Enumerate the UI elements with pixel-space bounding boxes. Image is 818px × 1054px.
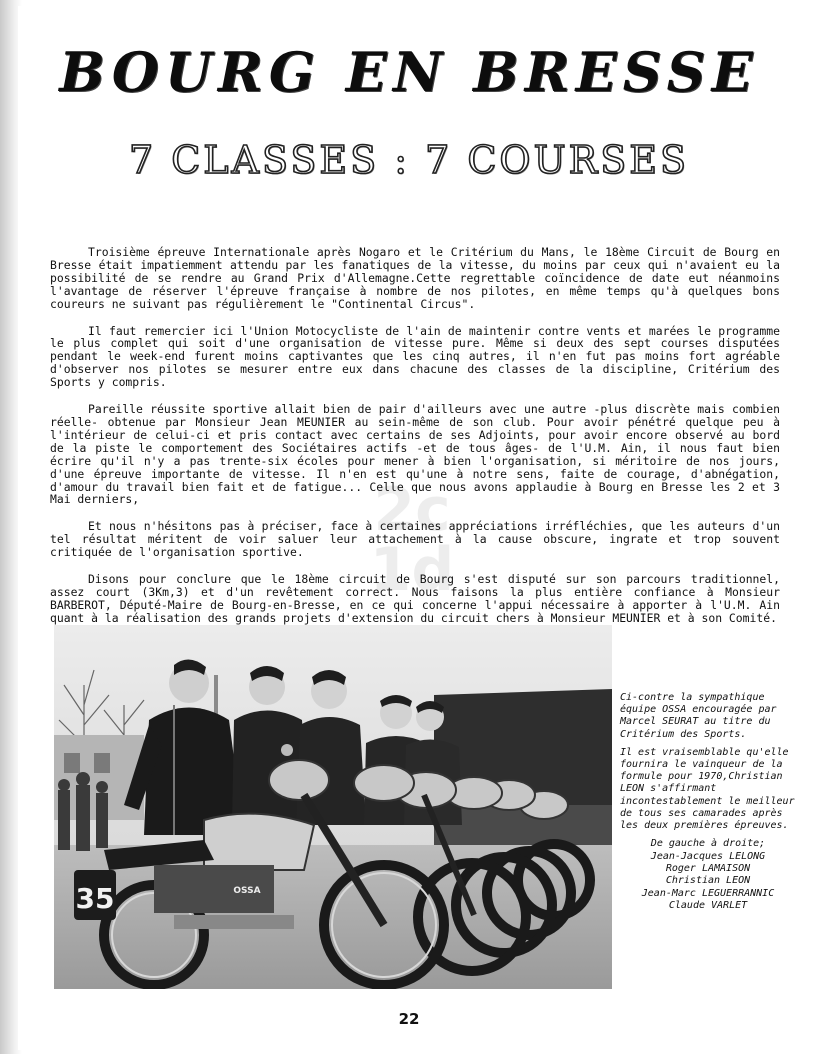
spectators: [58, 772, 108, 851]
caption-name: Jean-Marc LEGUERRANNIC: [641, 887, 775, 899]
caption-name: Jean-Jacques LELONG: [650, 850, 766, 862]
paragraph: Et nous n'hésitons pas à préciser, face à certaines appréciations irréfléchies, que les auteurs d'un tel résultat méritent de voir saluer leur attachement à la cause obscure, ingrate et trop souvent critiquée de l'organisation sportive.: [50, 519, 780, 560]
team-photo: [54, 625, 612, 989]
photo-caption: [620, 692, 796, 913]
paragraph: Pareille réussite sportive allait bien de pair d'ailleurs avec une autre -plus discrète mais combien réelle- obtenue par Monsieur Jean MEUNIER au sein-même de son club. Pour avoir pénétré quelque peu à l'intérieur de celui-ci et pris contact avec certains de ses Adjoints, pour avoir encore observé au bord de la piste le comportement des Sociétaires actifs -et de tous âges- de l'U.M. Ain, il nous faut bien écrire qu'il n'y a pas trente-six écoles pour mener à bien l'organisation, si méritoire de nos jours, d'une épreuve importante de vitesse. Il n'en est qu'une à notre sens, faite de courage, d'abnégation, d'amour du travail bien fait et de fatigue... Celle que nous avons applaudie à Bourg en Bresse les 2 et 3 Mai derniers,: [50, 402, 780, 507]
caption-paragraph: Il est vraisemblable qu'elle fournira le vainqueur de la formule pour 1970,Christian LEON s'affirmant incontestablement le meilleur de tous ses camarades après les deux premières épreuves.: [620, 746, 795, 832]
page-subtitle: 7 CLASSES : 7 COURSES: [128, 138, 690, 182]
paragraph: Disons pour conclure que le 18ème circuit de Bourg s'est disputé sur son parcours traditionnel, assez court (3Km,3) et d'un revêtement correct. Nous faisons la plus entière confiance à Monsieur BARBEROT, Député-Maire de Bourg-en-Bresse, en ce qui concerne l'appui nécessaire à apporter à l'U.M. Ain quant à la réalisation des grands projets d'extension du circuit chers à Monsieur MEUNIER et à son Comité.: [50, 572, 780, 625]
caption-paragraph: Ci-contre la sympathique équipe OSSA encouragée par Marcel SEURAT au titre du Critérium des Sports.: [620, 692, 777, 740]
caption-names: [620, 838, 796, 912]
caption-name: Christian LEON: [665, 875, 751, 887]
watermark-logo: 2c 1d: [369, 475, 455, 605]
bike-brand-label: OSSA: [233, 886, 261, 896]
caption-names-intro: De gauche à droite;: [650, 838, 766, 850]
caption-name: Claude VARLET: [668, 900, 748, 912]
page-number: 22: [398, 1010, 420, 1028]
caption-name: Roger LAMAISON: [665, 863, 751, 875]
page-title: BOURG EN BRESSE: [59, 40, 759, 104]
team-photo-illustration: [54, 625, 612, 989]
paragraph: Il faut remercier ici l'Union Motocycliste de l'ain de maintenir contre vents et marées le programme le plus complet qui soit d'une organisation de vitesse pure. Même si deux des sept courses disputées pendant le week-end furent moins captivantes que les cinq autres, il n'en fut pas moins fort agréable d'observer nos pilotes se mesurer entre eux dans chacune des classes de la discipline, Critérium des Sports y compris.: [50, 323, 780, 390]
race-number: 35: [75, 882, 115, 915]
paragraph: Troisième épreuve Internationale après Nogaro et le Critérium du Mans, le 18ème Circuit de Bourg en Bresse était impatiemment attendu par les fanatiques de la vitesse, du moins par ceux qui n'avaient eu la possibilité de se rendre au Grand Prix d'Allemagne.Cette regrettable coïncidence de date eut néanmoins l'avantage de réserver l'épreuve française à nombre de nos pilotes, en même temps qu'à quelques bons coureurs ne suivant pas régulièrement le "Continental Circus".: [50, 245, 780, 311]
